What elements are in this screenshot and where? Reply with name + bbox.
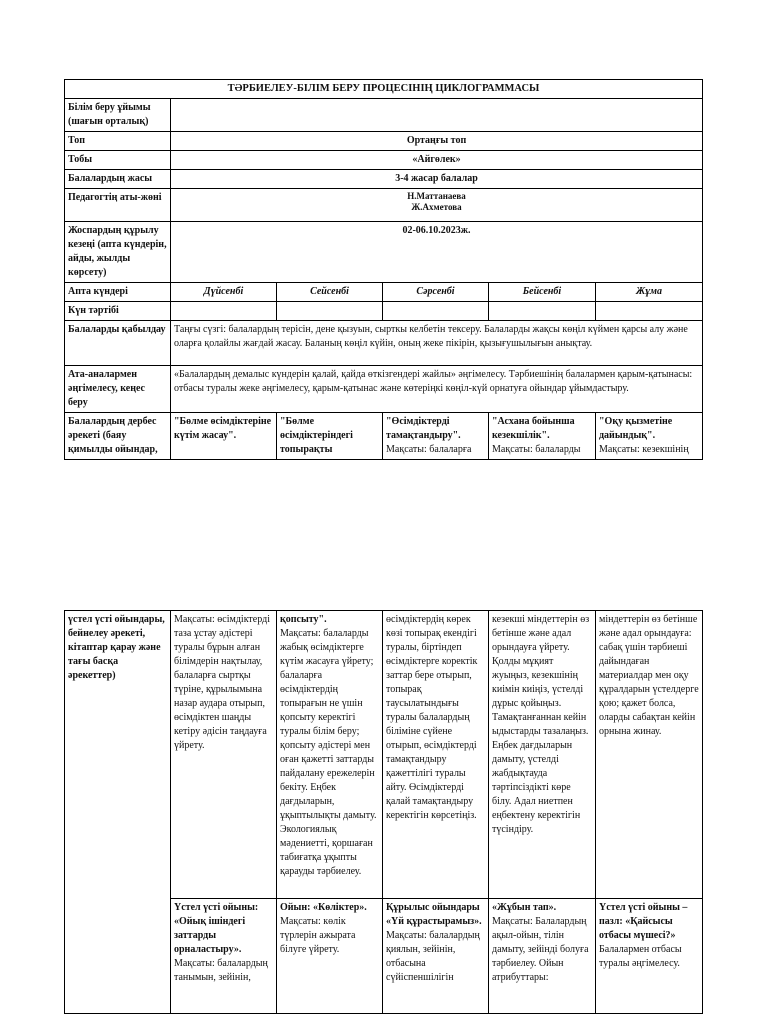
period-value: 02-06.10.2023ж.: [171, 222, 703, 283]
schedule-cell-3: [383, 302, 489, 321]
day-thursday: Бейсенбі: [489, 283, 596, 302]
age-label: Балалардың жасы: [65, 170, 171, 189]
day-monday: Дүйсенбі: [171, 283, 277, 302]
activity-top-1: [171, 413, 277, 460]
schedule-cell-5: [596, 302, 703, 321]
game-text: Мақсаты: балалардың қиялын, зейінін, отбасына сүйіспеншілігін: [386, 930, 480, 983]
independent-label-cont: үстел үсті ойындары, бейнелеу әрекеті, кітаптар қарау және тағы басқа әрекеттер): [65, 611, 171, 1014]
cyclogram-table-page1: [64, 79, 703, 460]
activity-bottom-5: [596, 611, 703, 899]
game-4: [489, 899, 596, 1014]
game-text: Балалармен отбасы туралы әңгімелесу.: [599, 944, 682, 969]
teacher-value: [171, 189, 703, 222]
group-value: Ортаңғы топ: [171, 132, 703, 151]
activity-bottom-text: өсімдіктердің көрек көзі топырақ екендігі туралы, біртіндеп өсімдіктерге коректік заттар бере отырып, топырақ таусылатындығы туралы балалардың біліміне сүйене отырып, өсімдіктерді тамақтандыру қажеттілігі туралы айту. Өсімдіктерді қалай тамақтандыру керектігін көрсетіңіз.: [386, 614, 478, 821]
class-value: «Айгөлек»: [171, 151, 703, 170]
age-value: 3-4 жасар балалар: [171, 170, 703, 189]
teacher-name-1: Н.Маттанаева: [407, 191, 466, 201]
activity-top-title: "Оқу қызметіне дайындық".: [599, 416, 673, 441]
schedule-cell-1: [171, 302, 277, 321]
org-label: Білім беру ұйымы (шағын орталық): [65, 99, 171, 132]
day-friday: Жұма: [596, 283, 703, 302]
activity-top-2: [277, 413, 383, 460]
activity-bottom-2: [277, 611, 383, 899]
activity-top-title: "Өсімдіктерді тамақтандыру".: [386, 416, 461, 441]
activity-top-title: "Бөлме өсімдіктеріндегі топырақты: [280, 416, 353, 455]
org-value: [171, 99, 703, 132]
game-title: Құрылыс ойындары «Үй құрастырамыз».: [386, 902, 482, 927]
activity-bottom-text: кезекші міндеттерін өз бетінше және адал орындауға үйрету. Қолды мұқият жуыңыз, кезекшінің киімін киіңіз, үстелді дұрыс қойыңыз. Тамақтанғаннан кейін ыдыстарды тазалаңыз. Еңбек дағдыларын дамыту, үстелді жабдықтауда тәртіпсіздікті көре білу. Адал ниетпен еңбектену керектігін түсіндіру.: [492, 614, 590, 835]
activity-bottom-text: Мақсаты: өсімдіктерді таза ұстау әдістері туралы бұрын алған білімдерін нақтылау, балаларға сыртқы түріне, құрылымына назар аудара отырып, өсімдіктен шаңды кетіру әдісін таңдауға үйрету.: [174, 614, 270, 751]
activity-bottom-1: [171, 611, 277, 899]
day-tuesday: Сейсенбі: [277, 283, 383, 302]
activity-top-text: Мақсаты: кезекшінің: [599, 444, 689, 455]
schedule-label: Күн тәртібі: [65, 302, 171, 321]
activity-top-text: Мақсаты: балаларды: [492, 444, 581, 455]
game-text: Мақсаты: көлік түрлерін ажырата білуге үйрету.: [280, 916, 356, 955]
game-2: [277, 899, 383, 1014]
game-title: Ойын: «Көліктер».: [280, 902, 367, 913]
reception-text: Таңғы сүзгі: балалардың терісін, дене қызуын, сырткы келбетін тексеру. Балаларды жақсы көңіл күймен қарсы алу және оларға қолайлы жағдай жасау. Баланың көңіл күйін, оның жеке пікірін, қызығушылығын анықтау.: [171, 321, 703, 366]
game-title: «Жұбын тап».: [492, 902, 557, 913]
schedule-cell-2: [277, 302, 383, 321]
parents-label: Ата-аналармен әңгімелесу, кеңес беру: [65, 366, 171, 413]
activity-top-text: Мақсаты: балаларға: [386, 444, 472, 455]
activity-bottom-text: міндеттерін өз бетінше және адал орындауға: сабақ үшін тәрбиеші дайындаған материалдар мен оқу құралдарын үстелдерге қою; қажет болса, оларды сабақтан кейін орнына жинау.: [599, 614, 699, 737]
teacher-name-2: Ж.Ахметова: [411, 202, 462, 212]
activity-top-title: "Асхана бойынша кезекшілік".: [492, 416, 575, 441]
game-3: [383, 899, 489, 1014]
cyclogram-table-page2: [64, 610, 703, 1014]
activity-bottom-text: Мақсаты: балаларды жабық өсімдіктерге күтім жасауға үйрету; балаларға өсімдіктердің топырағын не үшін қопсыту керектігі туралы білім беру; қопсыту әдістері мен оған қажетті заттарды пайдалану ережелерін бекіту. Еңбек дағдыларын, ұқыптылықты дамыту. Экологиялық мәдениетті, қоршаған табиғатқа ұқыпты қарауды тәрбиелеу.: [280, 628, 377, 877]
activity-top-4: [489, 413, 596, 460]
game-1: [171, 899, 277, 1014]
game-title: Үстел үсті ойыны – пазл: «Қайсысы отбасы мүшесі?»: [599, 902, 688, 941]
schedule-cell-4: [489, 302, 596, 321]
reception-label: Балаларды қабылдау: [65, 321, 171, 366]
weekdays-label: Апта күндері: [65, 283, 171, 302]
activity-bottom-3: [383, 611, 489, 899]
game-5: [596, 899, 703, 1014]
game-text: Мақсаты: Балалардың ақыл-ойын, тілін дамыту, зейінді болуға тәрбиелеу. Ойын атрибуттары:: [492, 916, 589, 983]
period-label: Жоспардың құрылу кезеңі (апта күндерін, айды, жылды көрсету): [65, 222, 171, 283]
activity-top-5: [596, 413, 703, 460]
activity-top-3: [383, 413, 489, 460]
game-title: Үстел үсті ойыны: «Ойық ішіндегі заттарды орналастыру».: [174, 902, 259, 955]
group-label: Топ: [65, 132, 171, 151]
activity-top-title: "Бөлме өсімдіктеріне күтім жасау".: [174, 416, 272, 441]
teacher-label: Педагогтің аты-жөні: [65, 189, 171, 222]
day-wednesday: Сәрсенбі: [383, 283, 489, 302]
independent-label: Балалардың дербес әрекеті (баяу қимылды ойындар,: [65, 413, 171, 460]
activity-bottom-4: [489, 611, 596, 899]
class-label: Тобы: [65, 151, 171, 170]
game-text: Мақсаты: балалардың танымын, зейінін,: [174, 958, 268, 983]
activity-bottom-title: қопсыту".: [280, 614, 327, 625]
parents-text: «Балалардың демалыс күндерін қалай, қайда өткізгендері жайлы» әңгімелесу. Тәрбиешінің балалармен қарым-қатынасы: отбасы туралы жеке әңгімелесу, қарым-қатынас және көтеріңкі көңіл-күй орнатуға ойындар ұйымдастыру.: [171, 366, 703, 413]
document-title: ТӘРБИЕЛЕУ-БІЛІМ БЕРУ ПРОЦЕСІНІҢ ЦИКЛОГРАММАСЫ: [65, 80, 703, 99]
